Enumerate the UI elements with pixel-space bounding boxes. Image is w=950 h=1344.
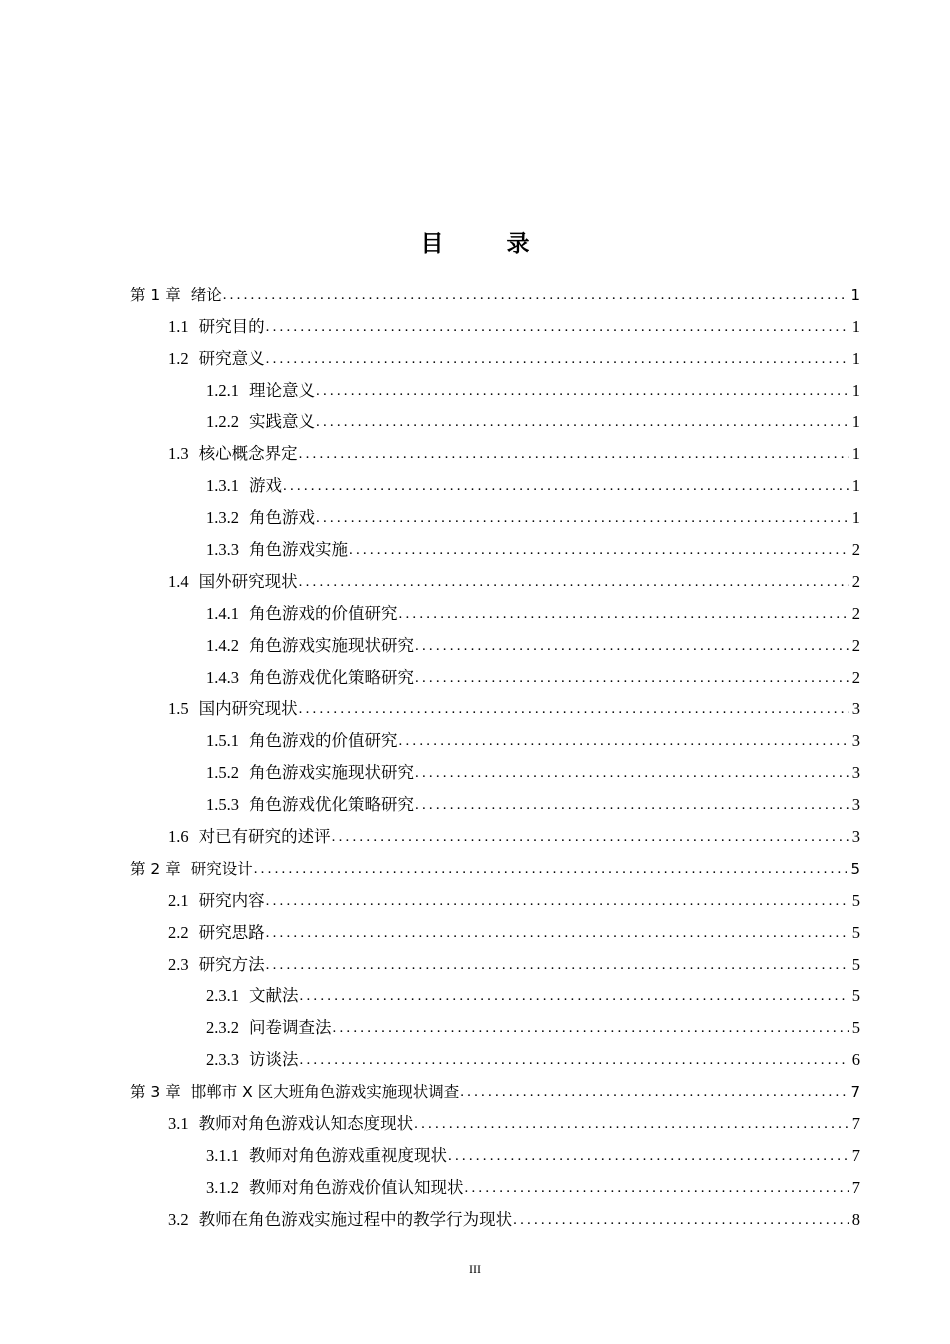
toc-entry-page: 2 xyxy=(851,571,860,591)
toc-entry-number: 第 2 章 xyxy=(130,859,181,878)
toc-dot-leader xyxy=(447,1146,849,1166)
toc-entry-title: 角色游戏实施现状研究 xyxy=(249,763,414,783)
toc-entry-number: 2.1 xyxy=(168,890,189,910)
toc-dot-leader xyxy=(413,1114,849,1134)
toc-entry[interactable] xyxy=(130,594,860,626)
toc-dot-leader xyxy=(298,572,849,592)
toc-entry[interactable] xyxy=(130,530,860,562)
toc-entry[interactable] xyxy=(130,658,860,690)
toc-entry-page: 7 xyxy=(851,1177,860,1197)
toc-entry-page: 3 xyxy=(851,699,860,719)
toc-entry-number: 3.1.2 xyxy=(206,1177,239,1197)
toc-entry-number: 1.2.1 xyxy=(206,380,239,400)
toc-entry-page: 5 xyxy=(851,890,860,910)
toc-entry-title: 角色游戏的价值研究 xyxy=(249,731,398,751)
toc-entry-number: 1.4.3 xyxy=(206,667,239,687)
toc-dot-leader xyxy=(414,763,849,783)
toc-entry-number: 1.5.2 xyxy=(206,763,239,783)
toc-entry-number: 1.3.2 xyxy=(206,508,239,528)
toc-dot-leader xyxy=(315,508,849,528)
toc-entry-title: 对已有研究的述评 xyxy=(198,827,331,847)
toc-entry-number: 1.1 xyxy=(168,316,189,336)
toc-entry-page: 5 xyxy=(850,859,860,878)
toc-dot-leader xyxy=(222,285,848,305)
toc-entry[interactable] xyxy=(130,1040,860,1072)
toc-entry-title: 角色游戏 xyxy=(249,508,315,528)
toc-entry-number: 1.5 xyxy=(168,699,189,719)
toc-entry-title: 国内研究现状 xyxy=(198,699,298,719)
toc-entry-page: 1 xyxy=(851,476,860,496)
toc-entry[interactable] xyxy=(130,849,860,881)
toc-entry-number: 第 3 章 xyxy=(130,1083,181,1102)
toc-entry[interactable] xyxy=(130,753,860,785)
toc-entry[interactable] xyxy=(130,785,860,817)
toc-dot-leader xyxy=(464,1178,849,1198)
toc-dot-leader xyxy=(298,699,849,719)
toc-entry-page: 8 xyxy=(851,1209,860,1229)
toc-entry-number: 2.3.2 xyxy=(206,1018,239,1038)
toc-entry-page: 1 xyxy=(851,348,860,368)
toc-entry-title: 核心概念界定 xyxy=(198,444,298,464)
toc-dot-leader xyxy=(459,1082,847,1102)
toc-entry[interactable] xyxy=(130,1136,860,1168)
toc-entry-page: 5 xyxy=(851,954,860,974)
toc-entry[interactable] xyxy=(130,562,860,594)
toc-dot-leader xyxy=(414,636,849,656)
toc-entry[interactable] xyxy=(130,371,860,403)
toc-entry-title: 绪论 xyxy=(190,285,222,304)
toc-entry-title: 问卷调查法 xyxy=(249,1018,332,1038)
toc-entry-number: 2.2 xyxy=(168,922,189,942)
toc-entry[interactable] xyxy=(130,977,860,1009)
toc-entry-page: 5 xyxy=(851,1018,860,1038)
toc-entry-title: 游戏 xyxy=(249,476,282,496)
toc-entry-title: 研究思路 xyxy=(198,922,265,942)
toc-entry-number: 1.3.1 xyxy=(206,476,239,496)
toc-entry-page: 2 xyxy=(851,667,860,687)
toc-entry[interactable] xyxy=(130,403,860,435)
toc-dot-leader xyxy=(414,795,849,815)
toc-entry-number: 1.3.3 xyxy=(206,540,239,560)
toc-entry-title: 研究目的 xyxy=(198,316,265,336)
toc-entry[interactable] xyxy=(130,721,860,753)
toc-entry-title: 研究设计 xyxy=(190,859,253,878)
toc-entry-title: 教师对角色游戏价值认知现状 xyxy=(249,1177,464,1197)
toc-entry-number: 3.1 xyxy=(168,1114,189,1134)
toc-entry-title: 教师对角色游戏认知态度现状 xyxy=(198,1114,414,1134)
toc-entry-number: 3.2 xyxy=(168,1209,189,1229)
toc-entry-title: 角色游戏优化策略研究 xyxy=(249,667,414,687)
toc-entry[interactable] xyxy=(130,434,860,466)
toc-dot-leader xyxy=(253,859,848,879)
toc-entry-page: 7 xyxy=(851,1114,860,1134)
toc-entry-number: 1.4 xyxy=(168,571,189,591)
toc-entry[interactable] xyxy=(130,1072,860,1104)
toc-entry-page: 1 xyxy=(850,285,860,304)
toc-dot-leader xyxy=(315,381,849,401)
toc-entry-title: 研究内容 xyxy=(198,890,265,910)
toc-entry-number: 1.5.3 xyxy=(206,795,239,815)
toc-dot-leader xyxy=(398,731,849,751)
toc-entry-page: 2 xyxy=(851,603,860,623)
toc-entry-title: 角色游戏实施 xyxy=(249,540,348,560)
toc-entry-number: 1.5.1 xyxy=(206,731,239,751)
toc-dot-leader xyxy=(398,604,849,624)
toc-entry-title: 角色游戏实施现状研究 xyxy=(249,635,414,655)
toc-entry-page: 1 xyxy=(851,508,860,528)
toc-entry[interactable] xyxy=(130,690,860,722)
toc-dot-leader xyxy=(282,476,849,496)
toc-dot-leader xyxy=(315,412,849,432)
toc-entry[interactable] xyxy=(130,1200,860,1232)
toc-entry-title: 研究方法 xyxy=(198,954,265,974)
toc-entry-number: 3.1.1 xyxy=(206,1145,239,1165)
page-title: 目 录 xyxy=(420,231,550,258)
toc-entry-number: 1.3 xyxy=(168,444,189,464)
toc-entry-page: 7 xyxy=(851,1145,860,1165)
toc-entry-page: 3 xyxy=(851,827,860,847)
toc-entry-page: 1 xyxy=(851,316,860,336)
toc-entry-title: 研究意义 xyxy=(198,348,265,368)
toc-entry-title: 教师对角色游戏重视度现状 xyxy=(249,1145,447,1165)
toc-entry-page: 1 xyxy=(851,380,860,400)
toc-dot-leader xyxy=(265,891,849,911)
toc-entry[interactable] xyxy=(130,817,860,849)
toc-entry[interactable] xyxy=(130,275,860,307)
toc-entry-title: 邯郸市 X 区大班角色游戏实施现状调查 xyxy=(190,1083,460,1102)
toc-dot-leader xyxy=(512,1210,849,1230)
toc-dot-leader xyxy=(265,317,849,337)
toc-entry[interactable] xyxy=(130,626,860,658)
toc-dot-leader xyxy=(265,923,849,943)
page-number: III xyxy=(469,1262,481,1276)
toc-entry-title: 教师在角色游戏实施过程中的教学行为现状 xyxy=(198,1209,513,1229)
toc-entry-number: 2.3 xyxy=(168,954,189,974)
toc-entry-number: 1.6 xyxy=(168,827,189,847)
toc-entry-number: 1.4.1 xyxy=(206,603,239,623)
toc-dot-leader xyxy=(298,444,849,464)
toc-entry-title: 文献法 xyxy=(249,986,299,1006)
toc-dot-leader xyxy=(265,955,849,975)
toc-entry-page: 2 xyxy=(851,635,860,655)
toc-dot-leader xyxy=(265,349,849,369)
toc-dot-leader xyxy=(332,1018,849,1038)
toc-entry-page: 5 xyxy=(851,986,860,1006)
toc-entry-page: 3 xyxy=(851,731,860,751)
toc-entry-title: 国外研究现状 xyxy=(198,571,298,591)
toc-entry-title: 角色游戏的价值研究 xyxy=(249,603,398,623)
toc-entry[interactable] xyxy=(130,466,860,498)
toc-entry[interactable] xyxy=(130,945,860,977)
toc-entry-number: 1.2.2 xyxy=(206,412,239,432)
toc-entry[interactable] xyxy=(130,307,860,339)
toc-entry-number: 2.3.3 xyxy=(206,1050,239,1070)
toc-dot-leader xyxy=(331,827,849,847)
toc-entry[interactable] xyxy=(130,913,860,945)
toc-entry-number: 第 1 章 xyxy=(130,285,181,304)
toc-entry-page: 2 xyxy=(851,540,860,560)
toc-entry-number: 1.4.2 xyxy=(206,635,239,655)
toc-entry[interactable] xyxy=(130,1008,860,1040)
toc-entry[interactable] xyxy=(130,498,860,530)
toc-entry[interactable] xyxy=(130,1104,860,1136)
toc-entry[interactable] xyxy=(130,339,860,371)
toc-dot-leader xyxy=(348,540,849,560)
toc-entry-page: 6 xyxy=(851,1050,860,1070)
toc-dot-leader xyxy=(299,1050,849,1070)
toc-entry-page: 5 xyxy=(851,922,860,942)
toc-entry-page: 1 xyxy=(851,444,860,464)
table-of-contents xyxy=(130,275,860,1232)
toc-dot-leader xyxy=(414,668,849,688)
toc-entry[interactable] xyxy=(130,1168,860,1200)
toc-entry[interactable] xyxy=(130,881,860,913)
toc-entry-title: 访谈法 xyxy=(249,1050,299,1070)
toc-entry-number: 2.3.1 xyxy=(206,986,239,1006)
toc-entry-title: 角色游戏优化策略研究 xyxy=(249,795,414,815)
toc-entry-number: 1.2 xyxy=(168,348,189,368)
toc-entry-page: 7 xyxy=(850,1083,860,1102)
toc-entry-page: 3 xyxy=(851,795,860,815)
toc-entry-title: 理论意义 xyxy=(249,380,315,400)
toc-dot-leader xyxy=(299,986,849,1006)
toc-entry-title: 实践意义 xyxy=(249,412,315,432)
toc-entry-page: 3 xyxy=(851,763,860,783)
toc-entry-page: 1 xyxy=(851,412,860,432)
